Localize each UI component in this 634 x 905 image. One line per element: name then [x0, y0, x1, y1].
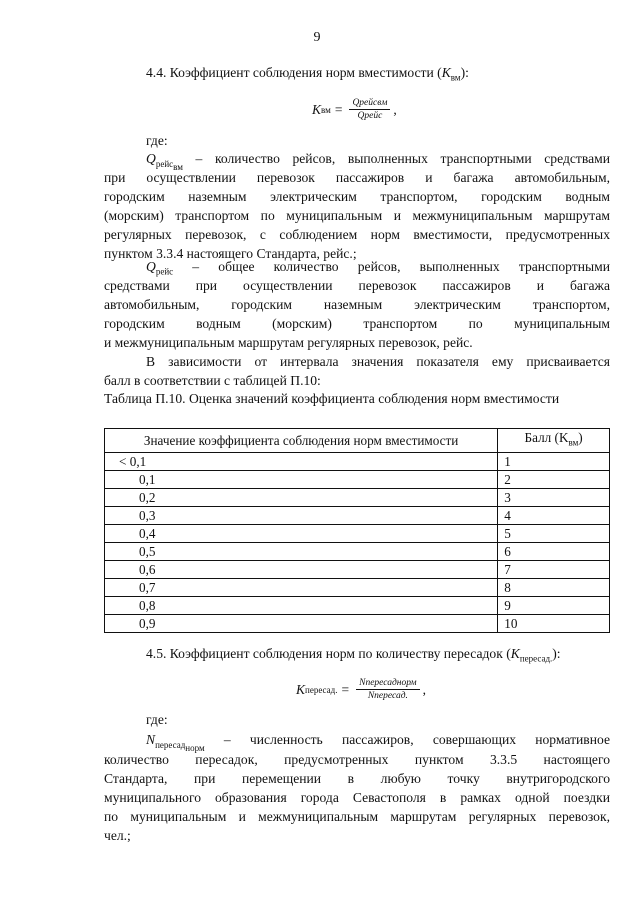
table-cell-value: 0,9	[105, 614, 498, 632]
formula-fraction: $\frac{\text{Nпересаднорм}}{\text{Nпересад.}}$	[356, 678, 419, 701]
q-reis-vm-line4: (морским) транспортом по муниципальным и межмуниципальным маршрутам	[104, 208, 610, 223]
table-cell-value: 0,4	[105, 524, 498, 542]
section-4-5-heading: 4.5. Коэффициент соблюдения норм по количеству пересадок $(K_{пересад.})$:	[146, 646, 561, 664]
table-header-value: Значение коэффициента соблюдения норм вместимости	[105, 429, 498, 453]
table-header-score: Балл $(K_{вм})$	[498, 429, 610, 453]
n-peresad-line5: по муниципальным и межмуниципальным маршрутам регулярных перевозок,	[104, 809, 610, 824]
score-table	[104, 428, 610, 633]
table-row	[105, 596, 610, 614]
where-label: где:	[146, 133, 168, 148]
table-cell-value: 0,7	[105, 578, 498, 596]
table-header-row	[105, 429, 610, 453]
table-row	[105, 524, 610, 542]
table-cell-value: 0,8	[105, 596, 498, 614]
where-label-2: где:	[146, 712, 168, 727]
table-row	[105, 560, 610, 578]
n-peresad-line1: $N_{пересад_{норм}}$ – численность пассажиров, совершающих нормативное	[146, 732, 610, 753]
dependency-line1: В зависимости от интервала значения показателя ему присваивается	[146, 354, 610, 369]
table-cell-score: 4	[498, 506, 610, 524]
dependency-line2: балл в соответствии с таблицей П.10:	[104, 373, 321, 388]
table-cell-value: 0,5	[105, 542, 498, 560]
table-row	[105, 542, 610, 560]
formula-k-peresad: K пересад. = $\frac{\text{Nпересаднорм}}{\text{Nпересад.}}$ ,	[296, 678, 426, 701]
table-caption: Таблица П.10. Оценка значений коэффициента соблюдения норм вместимости	[104, 391, 560, 406]
table-cell-score: 10	[498, 614, 610, 632]
q-reis-vm-line3: городским наземным электрическим транспортом, городским водным	[104, 189, 610, 204]
q-reis-vm-line2: при осуществлении перевозок пассажиров и багажа автомобильным,	[104, 170, 610, 185]
n-peresad-line3: Стандарта, при перемещении в любую точку внутригородского	[104, 771, 610, 786]
q-reis-line2: средствами при осуществлении перевозок пассажиров и багажа	[104, 278, 610, 293]
q-reis-line3: автомобильным, городским наземным электрическим транспортом,	[104, 297, 610, 312]
table-row	[105, 578, 610, 596]
table-cell-score: 5	[498, 524, 610, 542]
table-cell-score: 6	[498, 542, 610, 560]
table-row	[105, 506, 610, 524]
table-cell-score: 9	[498, 596, 610, 614]
table-cell-value: 0,1	[105, 470, 498, 488]
table-cell-value: 0,6	[105, 560, 498, 578]
q-reis-line4: городским водным (морским) транспортом по муниципальным	[104, 316, 610, 331]
formula-k-vm: K вм = $\frac{\text{Qрейсвм}}{\text{Qрейс}}$ ,	[312, 98, 397, 121]
section-4-4-heading: 4.4. Коэффициент соблюдения норм вместимости $(K_{вм})$:	[146, 65, 469, 83]
n-peresad-line6: чел.;	[104, 828, 131, 843]
q-reis-vm-line5: регулярных перевозок, с соблюдением норм вместимости, предусмотренных	[104, 227, 610, 242]
table-cell-score: 8	[498, 578, 610, 596]
table-cell-value: 0,3	[105, 506, 498, 524]
table-row	[105, 470, 610, 488]
table-cell-score: 1	[498, 452, 610, 470]
n-peresad-line2: количество пересадок, предусмотренных пунктом 3.3.5 настоящего	[104, 752, 610, 767]
q-reis-vm-line1: $Q_{рейс_{вм}}$ – количество рейсов, выполненных транспортными средствами	[146, 151, 610, 172]
formula-fraction: $\frac{\text{Qрейсвм}}{\text{Qрейс}}$	[349, 98, 390, 121]
page-number: 9	[313, 30, 321, 45]
q-reis-line5: и межмуниципальным маршрутам регулярных перевозок, рейс.	[104, 335, 473, 350]
table-cell-score: 3	[498, 488, 610, 506]
table-cell-score: 2	[498, 470, 610, 488]
table-row	[105, 452, 610, 470]
table-cell-score: 7	[498, 560, 610, 578]
n-peresad-line4: муниципального образования города Севастополя в рамках одной поездки	[104, 790, 610, 805]
table-cell-value: < 0,1	[105, 452, 498, 470]
q-reis-vm-line6: пунктом 3.3.4 настоящего Стандарта, рейс.;	[104, 246, 357, 261]
table-row	[105, 488, 610, 506]
table-row	[105, 614, 610, 632]
q-reis-line1: $Q_{рейс}$ – общее количество рейсов, выполненных транспортными	[146, 259, 610, 277]
table-cell-value: 0,2	[105, 488, 498, 506]
